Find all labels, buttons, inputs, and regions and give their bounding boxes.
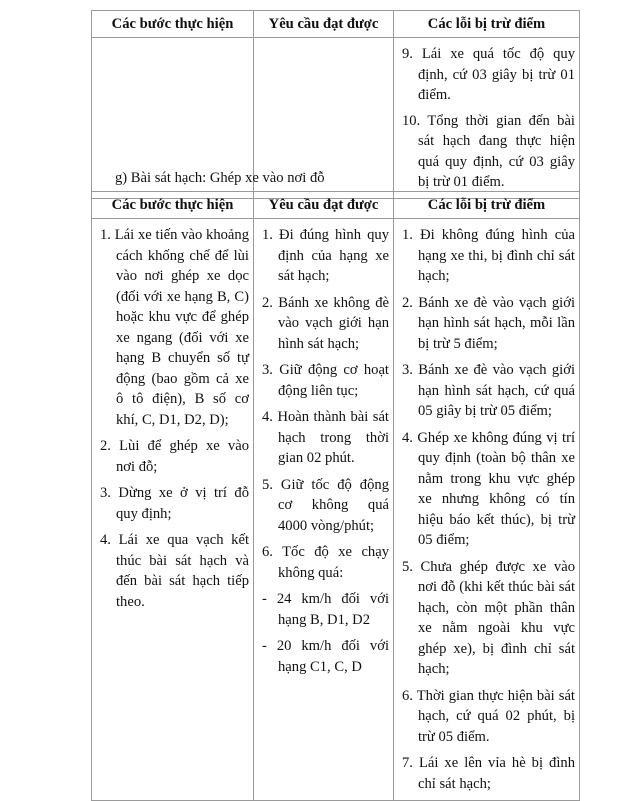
requirement-item: 3. Giữ động cơ hoạt động liên tục; xyxy=(262,362,389,399)
step-item: 1. Lái xe tiến vào khoảng cách khống chế để lùi vào nơi ghép xe dọc (đối với xe hạng B, C) hoặc khu vực để ghép xe ngang (đối với xe hạng B chuyển số tự động (bao gồm cả xe ô tô điện), B số cơ khí, C, D1, D2, D); xyxy=(100,227,249,428)
penalty-item: 4. Ghép xe không đúng vị trí quy định (toàn bộ thân xe nằm trong khu vực ghép xe nhưng không có tín hiệu báo kết thúc), bị trừ 05 điểm; xyxy=(402,429,575,548)
table-parking-test xyxy=(91,191,580,801)
penalty-item: 3. Bánh xe đè vào vạch giới hạn hình sát hạch, cứ quá 05 giây bị trừ 05 điểm; xyxy=(402,362,575,419)
penalty-item: 2. Bánh xe đè vào vạch giới hạn hình sát hạch, mỗi lần bị trừ 5 điểm; xyxy=(402,294,575,352)
penalty-item: 5. Chưa ghép được xe vào nơi đỗ (khi kết thúc bài sát hạch, còn một phần thân xe nằm ngoài khu vực ghép xe), bị đình chỉ sát hạch; xyxy=(402,558,575,677)
steps-cell xyxy=(92,219,254,801)
requirement-item: 5. Giữ tốc độ động cơ không quá 4000 vòng/phút; xyxy=(262,476,389,534)
penalty-item: 10. Tổng thời gian đến bài sát hạch đang thực hiện quá quy định, cứ 03 giây bị trừ 01 điểm. xyxy=(402,112,575,190)
requirement-item: 2. Bánh xe không đè vào vạch giới hạn hình sát hạch; xyxy=(262,294,389,352)
penalty-item: 1. Đi không đúng hình của hạng xe thi, bị đình chỉ sát hạch; xyxy=(402,227,575,284)
step-item: 4. Lái xe qua vạch kết thúc bài sát hạch và đến bài sát hạch tiếp theo. xyxy=(100,532,249,610)
requirement-item: - 20 km/h đối với hạng C1, C, D xyxy=(262,638,389,675)
requirement-item: 1. Đi đúng hình quy định của hạng xe sát hạch; xyxy=(262,227,389,284)
penalty-item: 7. Lái xe lên vỉa hè bị đình chỉ sát hạch; xyxy=(402,755,575,792)
penalties-cell xyxy=(394,38,580,199)
header-penalties: Các lỗi bị trừ điểm xyxy=(394,192,580,219)
step-item: 3. Dừng xe ở vị trí đỗ quy định; xyxy=(100,485,249,522)
header-requirements: Yêu cầu đạt được xyxy=(254,11,394,38)
requirement-item: 4. Hoàn thành bài sát hạch trong thời gian 02 phút. xyxy=(262,409,389,466)
header-steps: Các bước thực hiện xyxy=(92,192,254,219)
requirement-item: - 24 km/h đối với hạng B, D1, D2 xyxy=(262,591,389,628)
section-caption: g) Bài sát hạch: Ghép xe vào nơi đỗ xyxy=(115,170,325,186)
header-penalties: Các lỗi bị trừ điểm xyxy=(394,11,580,38)
penalties-cell xyxy=(394,219,580,801)
table-header-row xyxy=(92,11,580,38)
penalty-item: 9. Lái xe quá tốc độ quy định, cứ 03 giây bị trừ 01 điểm. xyxy=(402,46,575,103)
requirements-cell xyxy=(254,219,394,801)
header-steps: Các bước thực hiện xyxy=(92,11,254,38)
table-row xyxy=(92,219,580,801)
header-requirements: Yêu cầu đạt được xyxy=(254,192,394,219)
penalty-item: 6. Thời gian thực hiện bài sát hạch, cứ quá 02 phút, bị trừ 05 điểm. xyxy=(402,687,575,745)
requirement-item: 6. Tốc độ xe chạy không quá: xyxy=(262,544,389,581)
table-header-row xyxy=(92,192,580,219)
step-item: 2. Lùi để ghép xe vào nơi đỗ; xyxy=(100,438,249,475)
